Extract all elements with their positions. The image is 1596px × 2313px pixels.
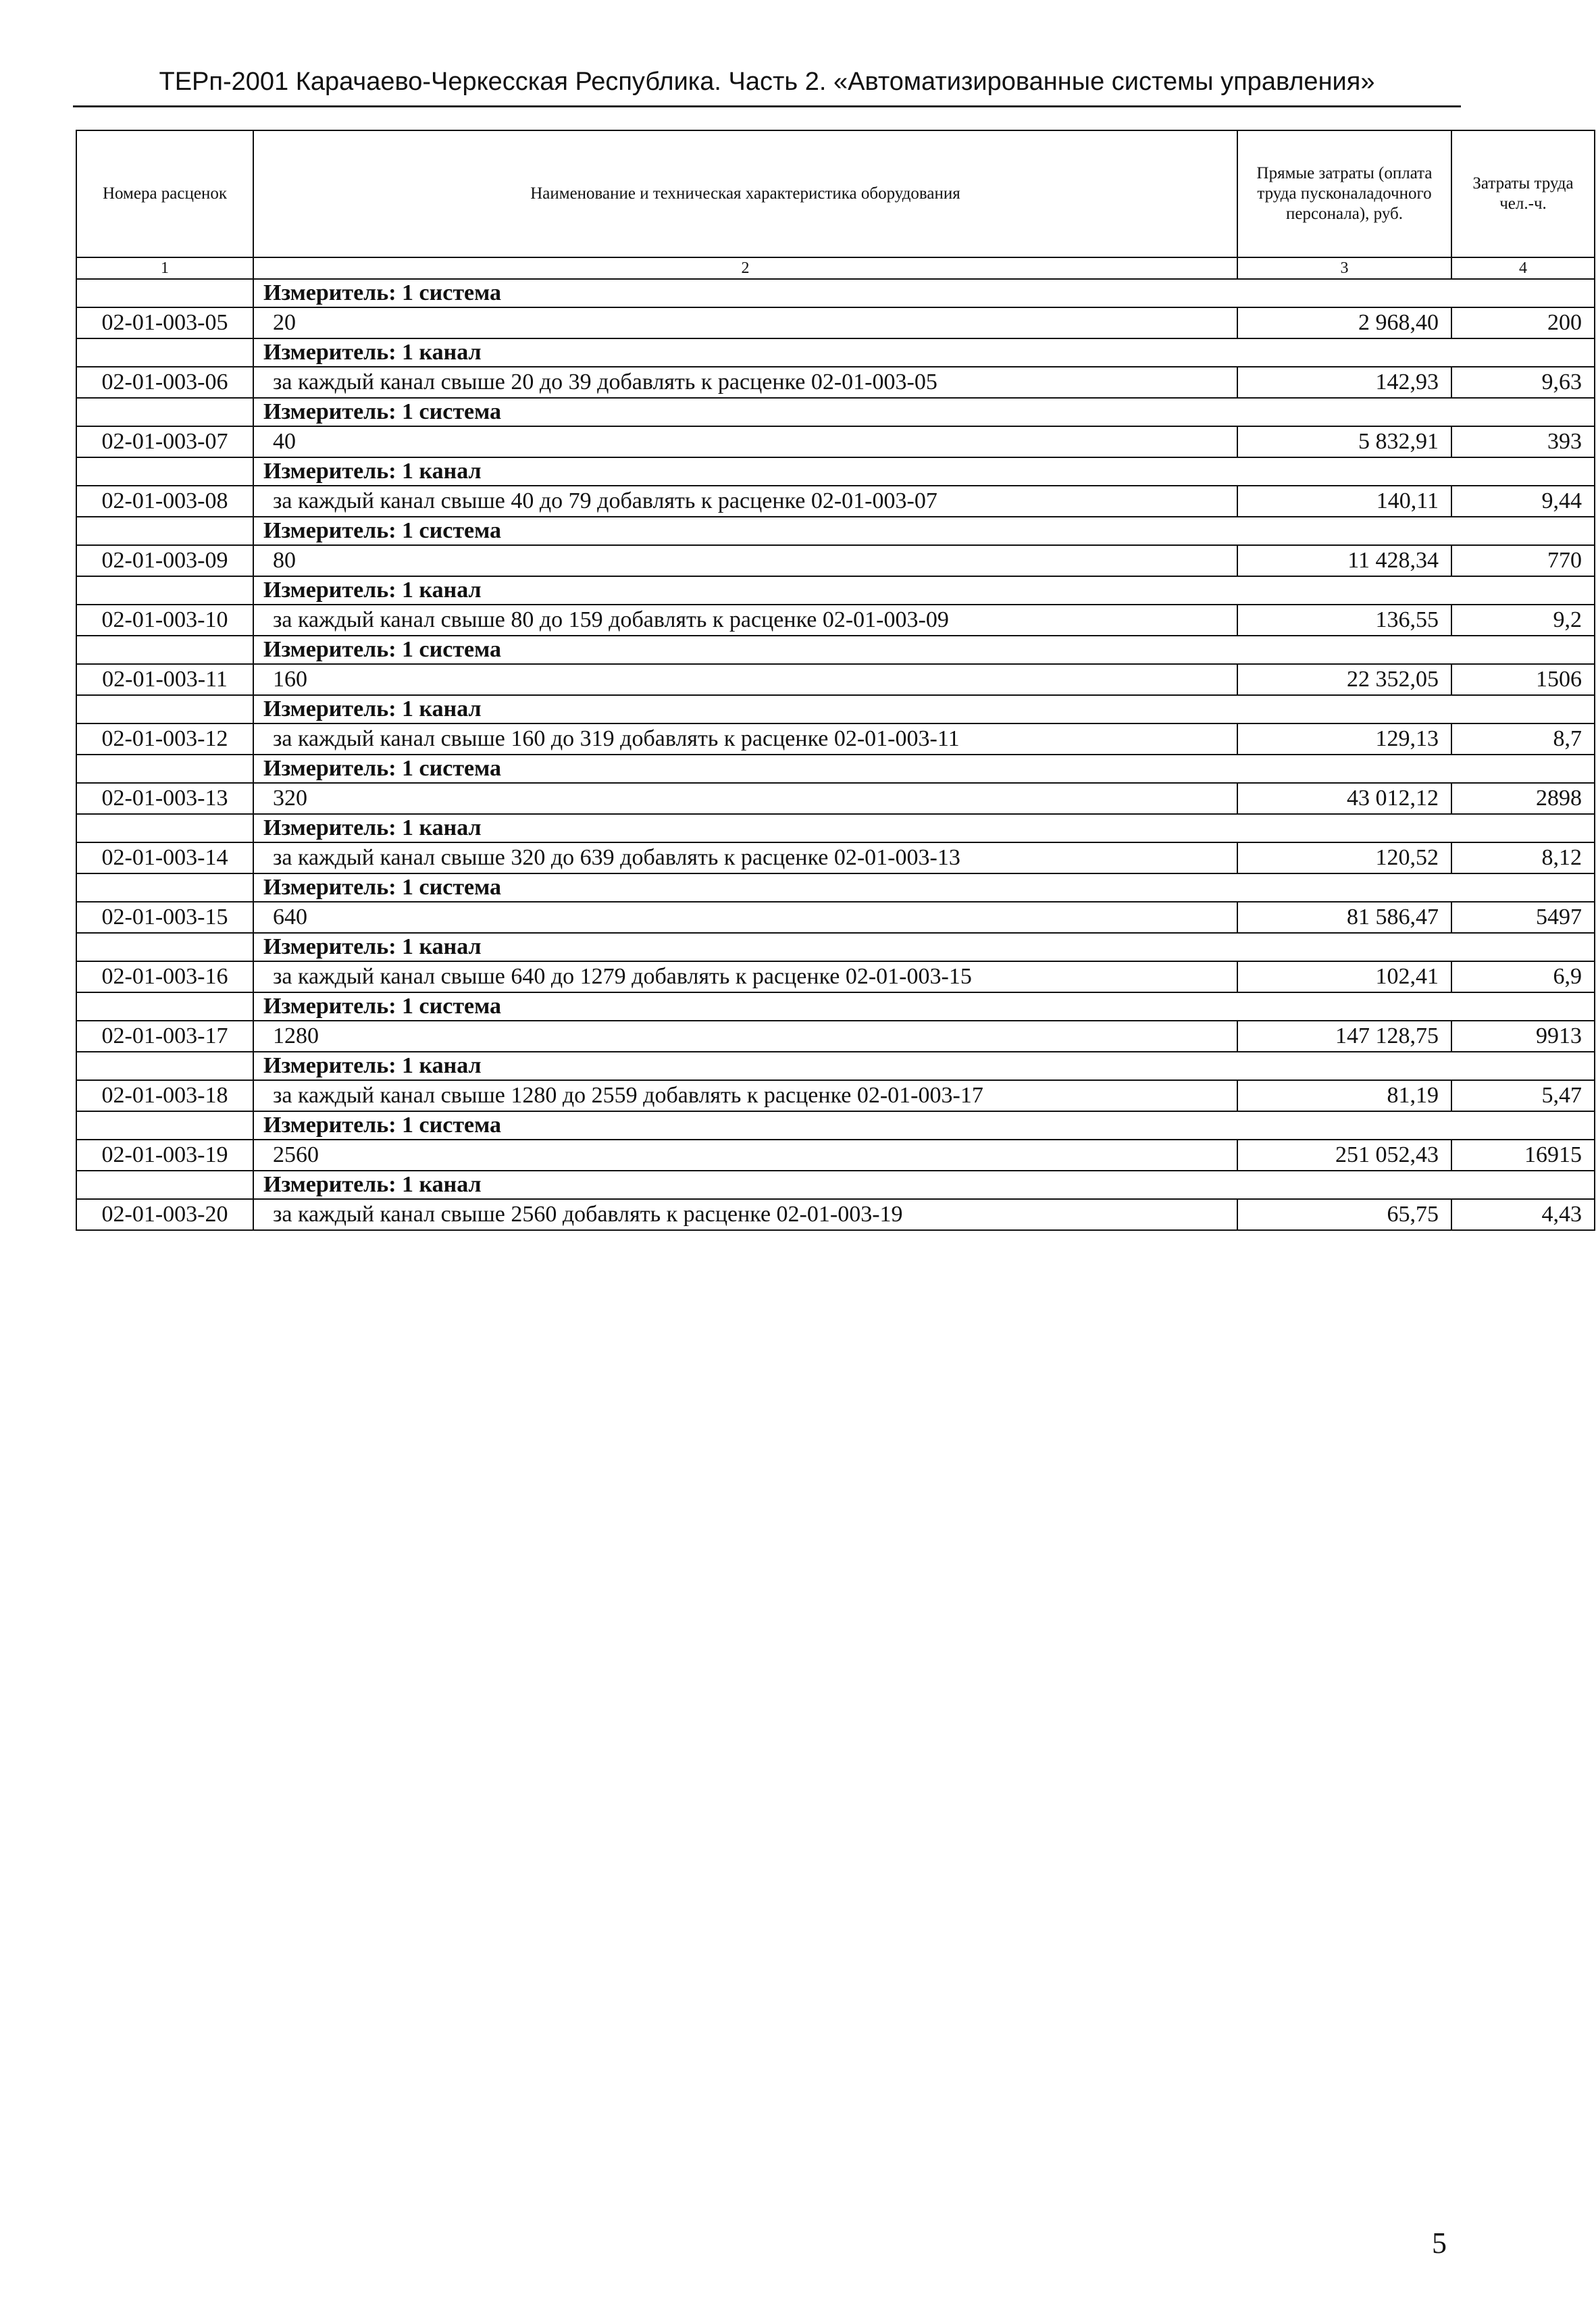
rate-description: 40 bbox=[253, 426, 1237, 457]
measure-row bbox=[76, 517, 1595, 545]
table-row bbox=[76, 664, 1595, 695]
rate-description: за каждый канал свыше 160 до 319 добавлять к расценке 02-01-003-11 bbox=[253, 723, 1237, 755]
rate-description: за каждый канал свыше 2560 добавлять к расценке 02-01-003-19 bbox=[253, 1199, 1237, 1230]
rate-code: 02-01-003-20 bbox=[76, 1199, 253, 1230]
column-number: 1 bbox=[76, 257, 253, 279]
labor-cost: 16915 bbox=[1451, 1140, 1595, 1171]
direct-cost: 11 428,34 bbox=[1237, 545, 1451, 576]
measure-spacer bbox=[76, 814, 253, 842]
measure-spacer bbox=[1237, 873, 1595, 902]
measure-spacer bbox=[1237, 279, 1595, 307]
measure-row bbox=[76, 1171, 1595, 1199]
direct-cost: 129,13 bbox=[1237, 723, 1451, 755]
measure-label: Измеритель: 1 канал bbox=[253, 1052, 1237, 1080]
rate-code: 02-01-003-06 bbox=[76, 367, 253, 398]
direct-cost: 2 968,40 bbox=[1237, 307, 1451, 338]
measure-label: Измеритель: 1 канал bbox=[253, 457, 1237, 486]
price-table bbox=[76, 130, 1595, 1231]
labor-cost: 2898 bbox=[1451, 783, 1595, 814]
measure-label: Измеритель: 1 канал bbox=[253, 933, 1237, 961]
measure-spacer bbox=[76, 636, 253, 664]
measure-spacer bbox=[76, 1052, 253, 1080]
labor-cost: 8,12 bbox=[1451, 842, 1595, 873]
column-header-name: Наименование и техническая характеристика оборудования bbox=[253, 130, 1237, 257]
measure-spacer bbox=[76, 695, 253, 723]
measure-spacer bbox=[1237, 755, 1595, 783]
measure-spacer bbox=[1237, 338, 1595, 367]
table-row bbox=[76, 545, 1595, 576]
direct-cost: 81,19 bbox=[1237, 1080, 1451, 1111]
measure-spacer bbox=[76, 279, 253, 307]
rate-code: 02-01-003-10 bbox=[76, 605, 253, 636]
measure-spacer bbox=[76, 1171, 253, 1199]
direct-cost: 65,75 bbox=[1237, 1199, 1451, 1230]
table-row bbox=[76, 902, 1595, 933]
measure-row bbox=[76, 992, 1595, 1021]
direct-cost: 81 586,47 bbox=[1237, 902, 1451, 933]
direct-cost: 5 832,91 bbox=[1237, 426, 1451, 457]
direct-cost: 120,52 bbox=[1237, 842, 1451, 873]
measure-row bbox=[76, 636, 1595, 664]
measure-label: Измеритель: 1 канал bbox=[253, 338, 1237, 367]
labor-cost: 9913 bbox=[1451, 1021, 1595, 1052]
table-row bbox=[76, 367, 1595, 398]
table-row bbox=[76, 605, 1595, 636]
table-row bbox=[76, 961, 1595, 992]
labor-cost: 1506 bbox=[1451, 664, 1595, 695]
measure-label: Измеритель: 1 система bbox=[253, 636, 1237, 664]
measure-label: Измеритель: 1 канал bbox=[253, 576, 1237, 605]
measure-row bbox=[76, 398, 1595, 426]
table-row bbox=[76, 486, 1595, 517]
measure-row bbox=[76, 1111, 1595, 1140]
labor-cost: 393 bbox=[1451, 426, 1595, 457]
column-number: 4 bbox=[1451, 257, 1595, 279]
rate-code: 02-01-003-17 bbox=[76, 1021, 253, 1052]
measure-row bbox=[76, 695, 1595, 723]
measure-row bbox=[76, 755, 1595, 783]
measure-spacer bbox=[76, 338, 253, 367]
measure-spacer bbox=[1237, 1171, 1595, 1199]
column-number-row bbox=[76, 257, 1595, 279]
direct-cost: 140,11 bbox=[1237, 486, 1451, 517]
measure-label: Измеритель: 1 система bbox=[253, 1111, 1237, 1140]
rate-description: 320 bbox=[253, 783, 1237, 814]
rate-description: за каждый канал свыше 40 до 79 добавлять к расценке 02-01-003-07 bbox=[253, 486, 1237, 517]
direct-cost: 136,55 bbox=[1237, 605, 1451, 636]
direct-cost: 142,93 bbox=[1237, 367, 1451, 398]
measure-spacer bbox=[1237, 576, 1595, 605]
measure-row bbox=[76, 457, 1595, 486]
rate-description: 160 bbox=[253, 664, 1237, 695]
measure-label: Измеритель: 1 канал bbox=[253, 1171, 1237, 1199]
measure-spacer bbox=[76, 992, 253, 1021]
table-row bbox=[76, 1140, 1595, 1171]
labor-cost: 9,2 bbox=[1451, 605, 1595, 636]
measure-spacer bbox=[76, 1111, 253, 1140]
table-row bbox=[76, 1199, 1595, 1230]
rate-code: 02-01-003-07 bbox=[76, 426, 253, 457]
measure-spacer bbox=[1237, 1111, 1595, 1140]
measure-spacer bbox=[1237, 636, 1595, 664]
rate-description: 640 bbox=[253, 902, 1237, 933]
measure-label: Измеритель: 1 система bbox=[253, 755, 1237, 783]
labor-cost: 770 bbox=[1451, 545, 1595, 576]
table-row bbox=[76, 783, 1595, 814]
rate-description: за каждый канал свыше 640 до 1279 добавлять к расценке 02-01-003-15 bbox=[253, 961, 1237, 992]
labor-cost: 9,63 bbox=[1451, 367, 1595, 398]
table-row bbox=[76, 842, 1595, 873]
rate-code: 02-01-003-13 bbox=[76, 783, 253, 814]
rate-code: 02-01-003-15 bbox=[76, 902, 253, 933]
measure-row bbox=[76, 338, 1595, 367]
labor-cost: 6,9 bbox=[1451, 961, 1595, 992]
rate-description: за каждый канал свыше 1280 до 2559 добавлять к расценке 02-01-003-17 bbox=[253, 1080, 1237, 1111]
measure-row bbox=[76, 279, 1595, 307]
measure-spacer bbox=[1237, 398, 1595, 426]
column-header-codes: Номера расценок bbox=[76, 130, 253, 257]
measure-label: Измеритель: 1 система bbox=[253, 398, 1237, 426]
measure-spacer bbox=[76, 933, 253, 961]
table-body bbox=[76, 279, 1595, 1230]
table-row bbox=[76, 426, 1595, 457]
direct-cost: 147 128,75 bbox=[1237, 1021, 1451, 1052]
measure-spacer bbox=[1237, 933, 1595, 961]
column-header-labor: Затраты труда чел.-ч. bbox=[1451, 130, 1595, 257]
measure-row bbox=[76, 814, 1595, 842]
table-row bbox=[76, 723, 1595, 755]
rate-code: 02-01-003-18 bbox=[76, 1080, 253, 1111]
direct-cost: 251 052,43 bbox=[1237, 1140, 1451, 1171]
rate-description: за каждый канал свыше 20 до 39 добавлять к расценке 02-01-003-05 bbox=[253, 367, 1237, 398]
rate-code: 02-01-003-16 bbox=[76, 961, 253, 992]
measure-label: Измеритель: 1 система bbox=[253, 517, 1237, 545]
measure-label: Измеритель: 1 система bbox=[253, 279, 1237, 307]
measure-spacer bbox=[76, 517, 253, 545]
measure-spacer bbox=[1237, 517, 1595, 545]
measure-spacer bbox=[76, 398, 253, 426]
rate-code: 02-01-003-14 bbox=[76, 842, 253, 873]
page-number: 5 bbox=[1432, 2227, 1447, 2260]
measure-spacer bbox=[1237, 457, 1595, 486]
rate-description: за каждый канал свыше 320 до 639 добавлять к расценке 02-01-003-13 bbox=[253, 842, 1237, 873]
header-divider bbox=[73, 105, 1461, 107]
rate-code: 02-01-003-05 bbox=[76, 307, 253, 338]
rate-description: 20 bbox=[253, 307, 1237, 338]
rate-description: 1280 bbox=[253, 1021, 1237, 1052]
table-row bbox=[76, 1080, 1595, 1111]
measure-spacer bbox=[1237, 814, 1595, 842]
column-number: 2 bbox=[253, 257, 1237, 279]
column-header-direct-costs: Прямые затраты (оплата труда пусконаладочного персонала), руб. bbox=[1237, 130, 1451, 257]
rate-code: 02-01-003-08 bbox=[76, 486, 253, 517]
measure-row bbox=[76, 576, 1595, 605]
measure-label: Измеритель: 1 канал bbox=[253, 695, 1237, 723]
column-number: 3 bbox=[1237, 257, 1451, 279]
labor-cost: 200 bbox=[1451, 307, 1595, 338]
labor-cost: 4,43 bbox=[1451, 1199, 1595, 1230]
direct-cost: 22 352,05 bbox=[1237, 664, 1451, 695]
table-header-row bbox=[76, 130, 1595, 257]
measure-spacer bbox=[76, 755, 253, 783]
measure-spacer bbox=[76, 873, 253, 902]
table-row bbox=[76, 1021, 1595, 1052]
direct-cost: 43 012,12 bbox=[1237, 783, 1451, 814]
labor-cost: 8,7 bbox=[1451, 723, 1595, 755]
rate-code: 02-01-003-19 bbox=[76, 1140, 253, 1171]
rate-description: 80 bbox=[253, 545, 1237, 576]
labor-cost: 5497 bbox=[1451, 902, 1595, 933]
page-title: ТЕРп-2001 Карачаево-Черкесская Республика. Часть 2. «Автоматизированные системы управления» bbox=[159, 68, 1375, 96]
measure-spacer bbox=[76, 576, 253, 605]
measure-row bbox=[76, 1052, 1595, 1080]
rate-description: за каждый канал свыше 80 до 159 добавлять к расценке 02-01-003-09 bbox=[253, 605, 1237, 636]
measure-label: Измеритель: 1 система bbox=[253, 992, 1237, 1021]
labor-cost: 5,47 bbox=[1451, 1080, 1595, 1111]
measure-row bbox=[76, 873, 1595, 902]
labor-cost: 9,44 bbox=[1451, 486, 1595, 517]
measure-spacer bbox=[1237, 1052, 1595, 1080]
rate-code: 02-01-003-12 bbox=[76, 723, 253, 755]
measure-spacer bbox=[76, 457, 253, 486]
rate-code: 02-01-003-11 bbox=[76, 664, 253, 695]
direct-cost: 102,41 bbox=[1237, 961, 1451, 992]
measure-spacer bbox=[1237, 992, 1595, 1021]
rate-code: 02-01-003-09 bbox=[76, 545, 253, 576]
measure-label: Измеритель: 1 канал bbox=[253, 814, 1237, 842]
measure-label: Измеритель: 1 система bbox=[253, 873, 1237, 902]
measure-row bbox=[76, 933, 1595, 961]
table-row bbox=[76, 307, 1595, 338]
measure-spacer bbox=[1237, 695, 1595, 723]
rate-description: 2560 bbox=[253, 1140, 1237, 1171]
